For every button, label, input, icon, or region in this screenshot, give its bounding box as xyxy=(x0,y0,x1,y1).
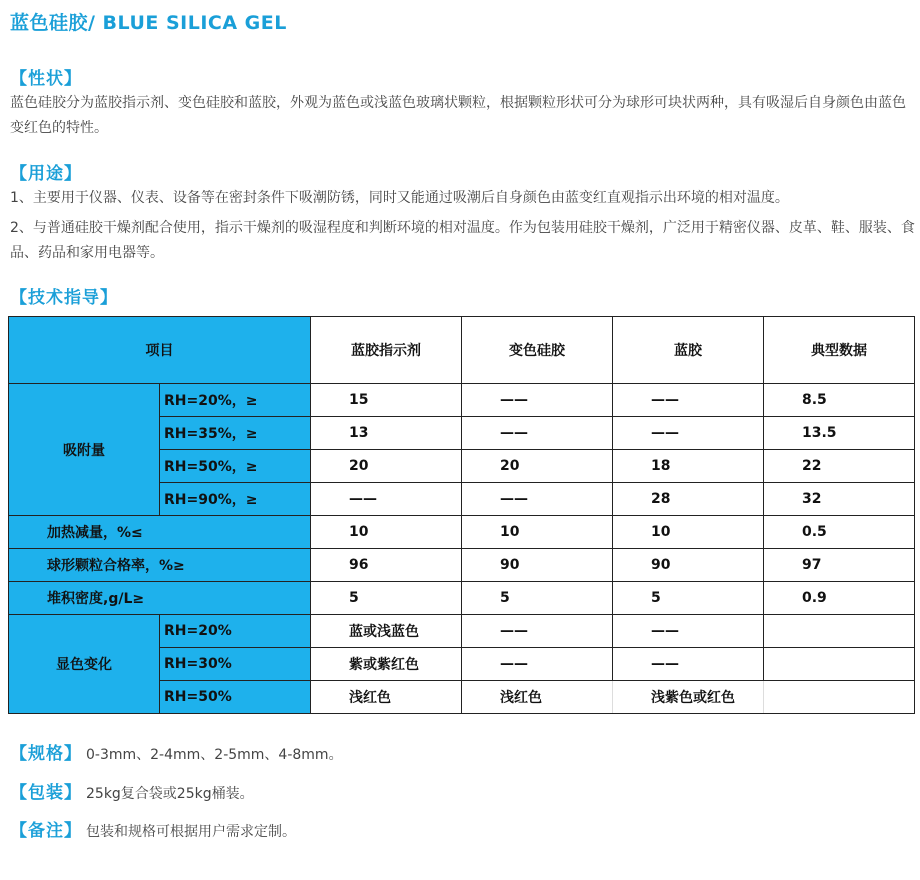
header-c4: 典型数据 xyxy=(764,317,915,384)
value-cell: —— xyxy=(462,417,613,450)
condition-cell: RH=50% xyxy=(160,681,311,714)
properties-heading: 【性状】 xyxy=(10,69,82,89)
spec-table xyxy=(8,316,915,714)
value-cell: 浅红色 xyxy=(462,681,613,714)
table-row xyxy=(9,615,915,648)
value-cell: 22 xyxy=(764,450,915,483)
value-cell: 5 xyxy=(613,582,764,615)
value-cell: —— xyxy=(462,615,613,648)
uses-item-2: 2、与普通硅胶干燥剂配合使用，指示干燥剂的吸湿程度和判断环境的相对温度。作为包装用硅胶干燥剂，广泛用于精密仪器、皮革、鞋、服装、食品、药品和家用电器等。 xyxy=(10,220,915,261)
value-cell: 15 xyxy=(311,384,462,417)
page-title: 蓝色硅胶/ BLUE SILICA GEL xyxy=(10,12,287,34)
value-cell: 浅紫色或红色 xyxy=(613,681,764,714)
condition-cell: RH=90%，≥ xyxy=(160,483,311,516)
value-cell: —— xyxy=(462,483,613,516)
value-cell: 13.5 xyxy=(764,417,915,450)
value-cell: 97 xyxy=(764,549,915,582)
value-cell: 5 xyxy=(462,582,613,615)
value-cell: 10 xyxy=(613,516,764,549)
table-row xyxy=(9,384,915,417)
header-c1: 蓝胶指示剂 xyxy=(311,317,462,384)
value-cell: —— xyxy=(613,648,764,681)
value-cell: 10 xyxy=(462,516,613,549)
value-cell: 20 xyxy=(311,450,462,483)
properties-text: 蓝色硅胶分为蓝胶指示剂、变色硅胶和蓝胶，外观为蓝色或浅蓝色玻璃状颗粒，根据颗粒形状可分为球形可块状两种，具有吸湿后自身颜色由蓝色变红色的特性。 xyxy=(10,95,906,136)
value-cell: 13 xyxy=(311,417,462,450)
value-cell: 紫或紫红色 xyxy=(311,648,462,681)
sphere-rate-label: 球形颗粒合格率，%≥ xyxy=(9,549,311,582)
value-cell: 90 xyxy=(462,549,613,582)
uses-heading: 【用途】 xyxy=(10,164,82,184)
table-row xyxy=(9,549,915,582)
value-cell: 20 xyxy=(462,450,613,483)
condition-cell: RH=20% xyxy=(160,615,311,648)
value-cell: 浅红色 xyxy=(311,681,462,714)
condition-cell: RH=35%，≥ xyxy=(160,417,311,450)
color-change-label: 显色变化 xyxy=(9,615,160,714)
value-cell: 96 xyxy=(311,549,462,582)
packing-heading: 【包装】 xyxy=(10,783,82,803)
value-cell: 10 xyxy=(311,516,462,549)
value-cell: 90 xyxy=(613,549,764,582)
bulk-density-label: 堆积密度,g/L≥ xyxy=(9,582,311,615)
value-cell: 18 xyxy=(613,450,764,483)
spec-section xyxy=(10,739,343,764)
value-cell: 蓝或浅蓝色 xyxy=(311,615,462,648)
adsorption-label: 吸附量 xyxy=(9,384,160,516)
value-cell xyxy=(764,615,915,648)
condition-cell: RH=20%，≥ xyxy=(160,384,311,417)
spec-text: 0-3mm、2-4mm、2-5mm、4-8mm。 xyxy=(86,747,343,763)
spec-heading: 【规格】 xyxy=(10,744,82,764)
header-c2: 变色硅胶 xyxy=(462,317,613,384)
note-text: 包装和规格可根据用户需求定制。 xyxy=(86,824,296,840)
value-cell: 0.9 xyxy=(764,582,915,615)
value-cell: 5 xyxy=(311,582,462,615)
packing-section xyxy=(10,778,254,803)
note-heading: 【备注】 xyxy=(10,821,82,841)
table-row xyxy=(9,582,915,615)
table-row xyxy=(9,516,915,549)
tech-heading: 【技术指导】 xyxy=(10,288,118,308)
value-cell: 28 xyxy=(613,483,764,516)
value-cell: —— xyxy=(462,648,613,681)
note-section xyxy=(10,816,296,841)
value-cell: 32 xyxy=(764,483,915,516)
value-cell: —— xyxy=(613,417,764,450)
table-header-row xyxy=(9,317,915,384)
value-cell: —— xyxy=(311,483,462,516)
value-cell: 0.5 xyxy=(764,516,915,549)
value-cell: —— xyxy=(613,615,764,648)
header-c3: 蓝胶 xyxy=(613,317,764,384)
value-cell: —— xyxy=(462,384,613,417)
header-item: 项目 xyxy=(9,317,311,384)
condition-cell: RH=50%，≥ xyxy=(160,450,311,483)
value-cell xyxy=(764,648,915,681)
packing-text: 25kg复合袋或25kg桶装。 xyxy=(86,786,254,802)
value-cell: —— xyxy=(613,384,764,417)
uses-item-1: 1、主要用于仪器、仪表、设备等在密封条件下吸潮防锈，同时又能通过吸潮后自身颜色由蓝变红直观指示出环境的相对温度。 xyxy=(10,190,789,206)
value-cell xyxy=(764,681,915,714)
condition-cell: RH=30% xyxy=(160,648,311,681)
value-cell: 8.5 xyxy=(764,384,915,417)
heat-loss-label: 加热减量，%≤ xyxy=(9,516,311,549)
